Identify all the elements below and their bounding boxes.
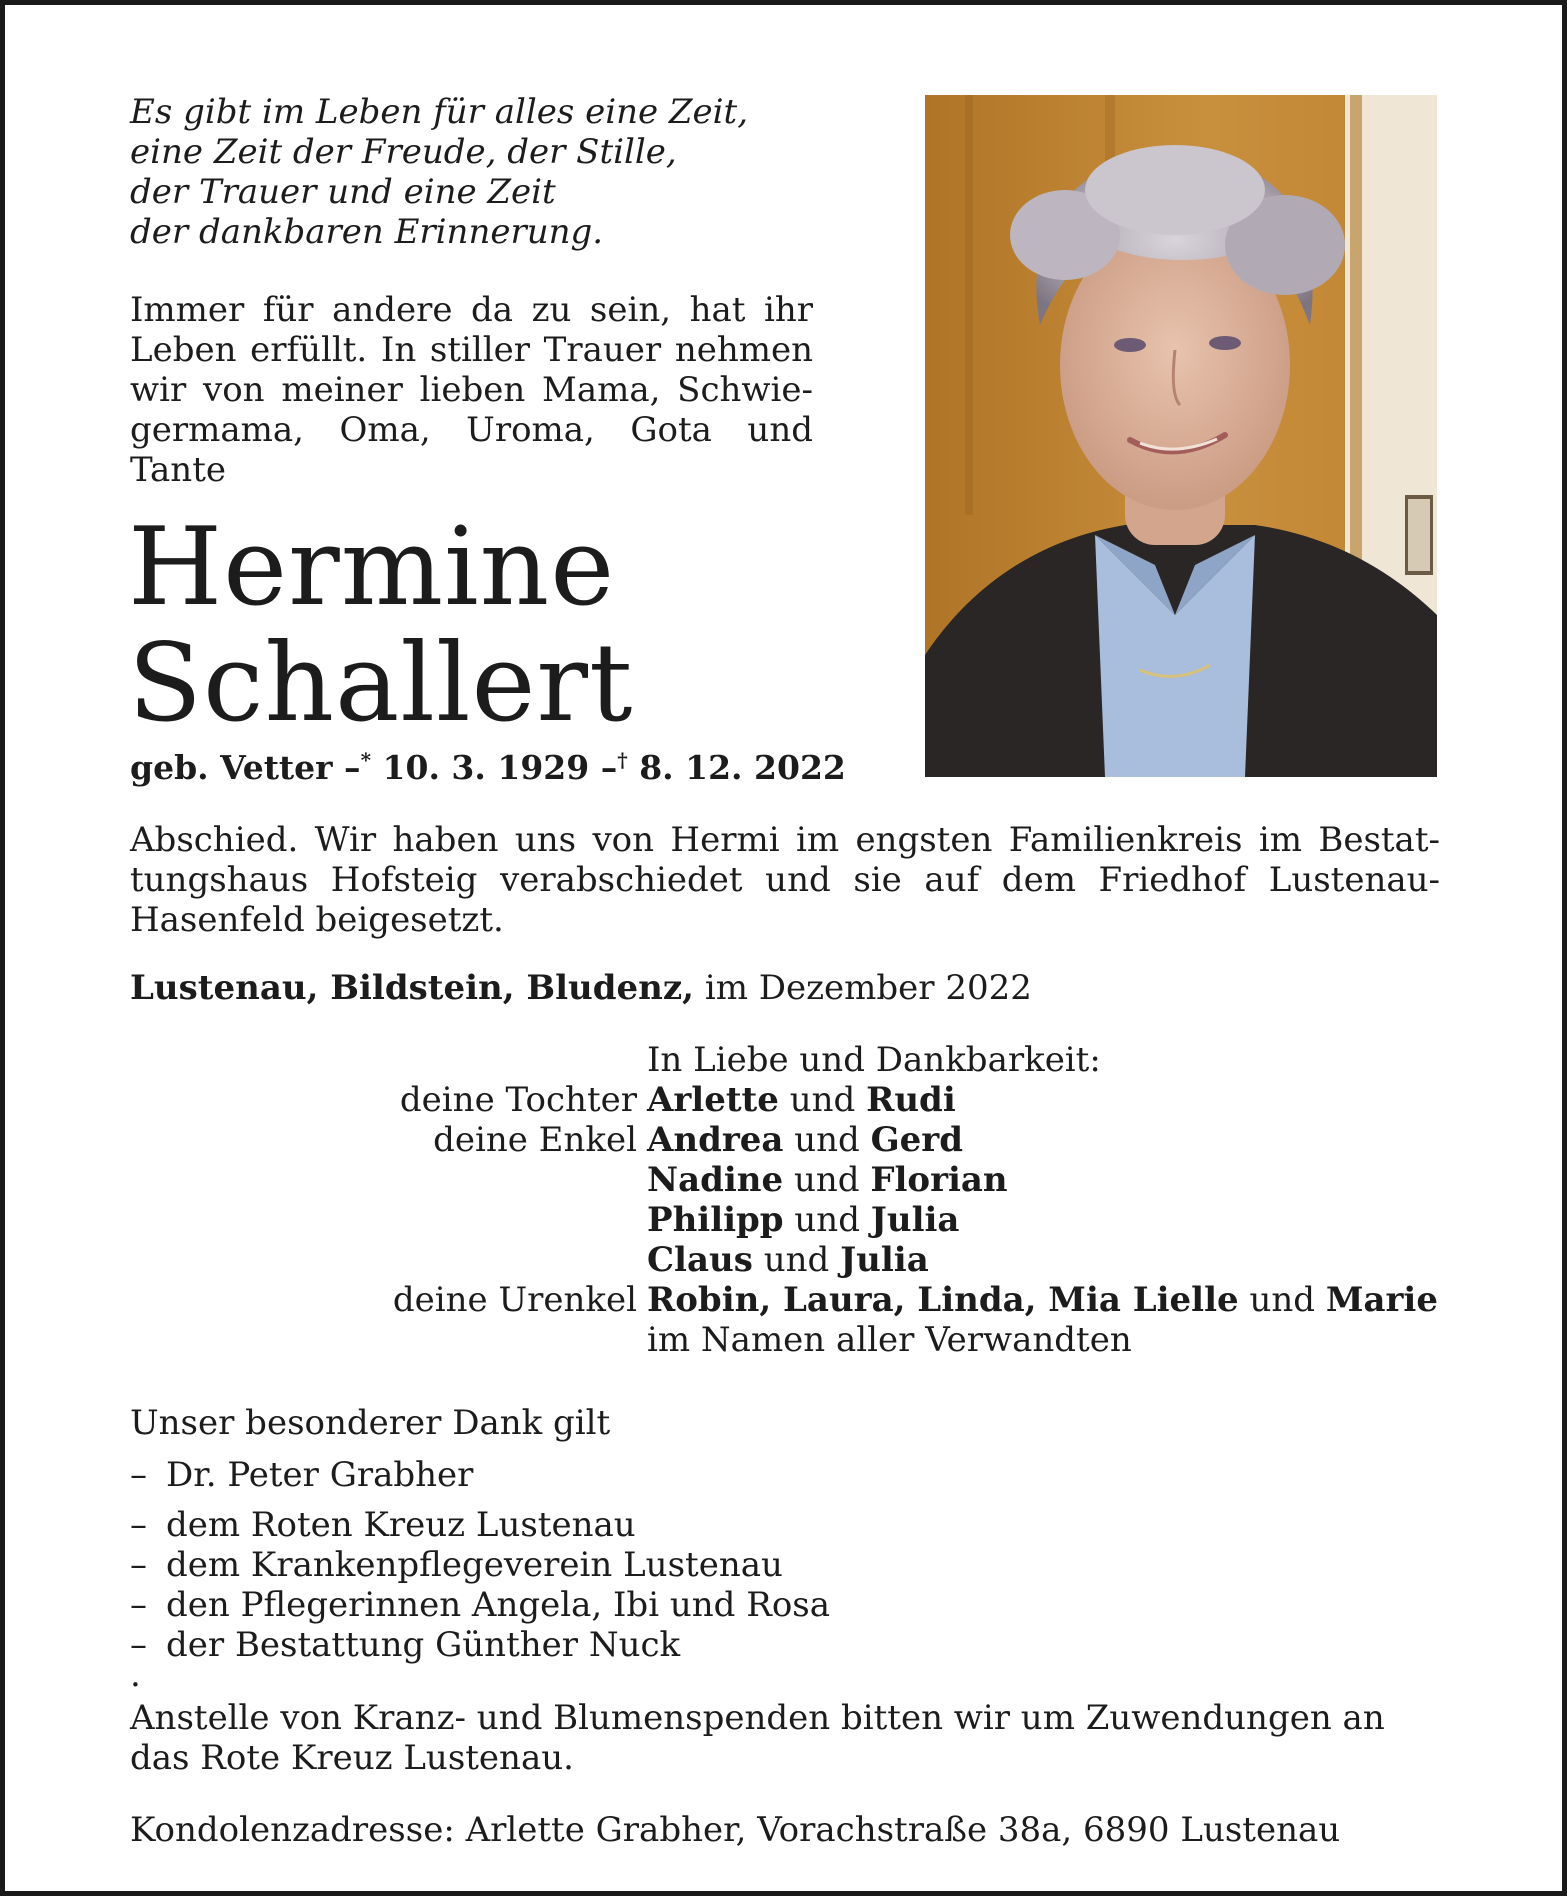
poem [130,92,749,252]
dash: – [130,1455,147,1495]
poem-line: eine Zeit der Freude, der Stille, [130,132,677,172]
signer-row [0,1080,1567,1120]
conjunction: und [763,1240,830,1280]
portrait-photo [925,95,1437,777]
conjunction: und [789,1080,856,1120]
donation-request: Anstelle von Kranz- und Blumenspenden bitten wir um Zuwendungen an das Rote Kreuz Lustenau. [130,1698,1385,1778]
signer-relation: deine Tochter [399,1080,637,1120]
birth-symbol: * [360,748,372,772]
portrait-illustration [925,95,1437,777]
signer-name: Rudi [866,1080,956,1120]
signers-heading-row [0,1040,1567,1080]
signer-names [647,1280,1438,1320]
signer-name: Robin, Laura, Linda, Mia Lielle [647,1280,1239,1320]
dash: – [130,1625,147,1665]
signer-name: Philipp [647,1200,784,1240]
signer-row [0,1280,1567,1320]
poem-line: der dankbaren Erinnerung. [130,212,604,252]
signer-relation: deine Enkel [433,1120,637,1160]
death-symbol: † [617,748,628,772]
deceased-name [128,505,634,746]
farewell-text: Abschied. Wir haben uns von Hermi im engsten Familienkreis im Bestattungshaus Hofsteig verabschiedet und sie auf dem Friedhof Lustenau-Hasenfeld beigesetzt. [130,820,1440,940]
signer-row [0,1160,1567,1200]
signer-name: Gerd [870,1120,963,1160]
life-dates [130,740,846,788]
thanks-item-text: den Pflegerinnen Angela, Ibi und Rosa [166,1585,831,1625]
thanks-heading: Unser besonderer Dank gilt [130,1403,611,1443]
signers-block [0,1040,1567,1360]
place-date [130,968,1032,1008]
signer-row [0,1200,1567,1240]
dash: – [130,1505,147,1545]
signer-name: Julia [870,1200,960,1240]
thanks-item [130,1545,1440,1585]
signers-heading: In Liebe und Dankbarkeit: [647,1040,1101,1080]
signer-name: Marie [1325,1280,1438,1320]
signers-footer-row [0,1320,1567,1360]
signer-name: Arlette [647,1080,779,1120]
month-year: im Dezember 2022 [704,968,1032,1008]
thanks-item-text: der Bestattung Günther Nuck [166,1625,681,1665]
signers-footer: im Namen aller Verwandten [647,1320,1132,1360]
conjunction: und [1249,1280,1316,1320]
signer-name: Claus [647,1240,753,1280]
signer-name: Andrea [647,1120,784,1160]
signer-row [0,1120,1567,1160]
signer-name: Nadine [647,1160,784,1200]
first-name: Hermine [128,505,616,630]
dash: – [130,1545,147,1585]
thanks-item [130,1505,1440,1545]
signer-names [647,1200,959,1240]
thanks-dot: . [130,1655,141,1695]
signer-relation: deine Urenkel [392,1280,637,1320]
last-name: Schallert [128,621,634,746]
conjunction: und [793,1160,860,1200]
signer-row [0,1240,1567,1280]
signer-names [647,1080,956,1120]
birth-name: geb. Vetter – [130,748,361,787]
thanks-item-text: Dr. Peter Grabher [166,1455,474,1495]
signer-name: Florian [870,1160,1008,1200]
death-date: 8. 12. 2022 [639,748,846,787]
conjunction: und [794,1120,860,1160]
places: Lustenau, Bildstein, Bludenz, [130,968,695,1008]
thanks-block [130,1403,1440,1695]
thanks-item-text: dem Roten Kreuz Lustenau [166,1505,636,1545]
poem-line: Es gibt im Leben für alles eine Zeit, [130,92,749,132]
intro-text: Immer für andere da zu sein, hat ihr Leben erfüllt. In stiller Trauer nehmen wir von meiner lieben Mama, Schwiegermama, Oma, Uroma, Gota und Tante [130,290,813,490]
thanks-item [130,1625,1440,1665]
thanks-item [130,1585,1440,1625]
signer-names [647,1160,1008,1200]
signer-names [647,1120,963,1160]
thanks-item-text: dem Krankenpflegeverein Lustenau [166,1545,783,1585]
poem-line: der Trauer und eine Zeit [130,172,556,212]
dash: – [130,1585,147,1625]
condolence-address: Kondolenzadresse: Arlette Grabher, Vorachstraße 38a, 6890 Lustenau [130,1810,1341,1850]
thanks-item [130,1455,1440,1495]
signer-name: Julia [840,1240,929,1280]
conjunction: und [794,1200,860,1240]
signer-names [647,1240,929,1280]
birth-date: 10. 3. 1929 – [382,748,618,787]
